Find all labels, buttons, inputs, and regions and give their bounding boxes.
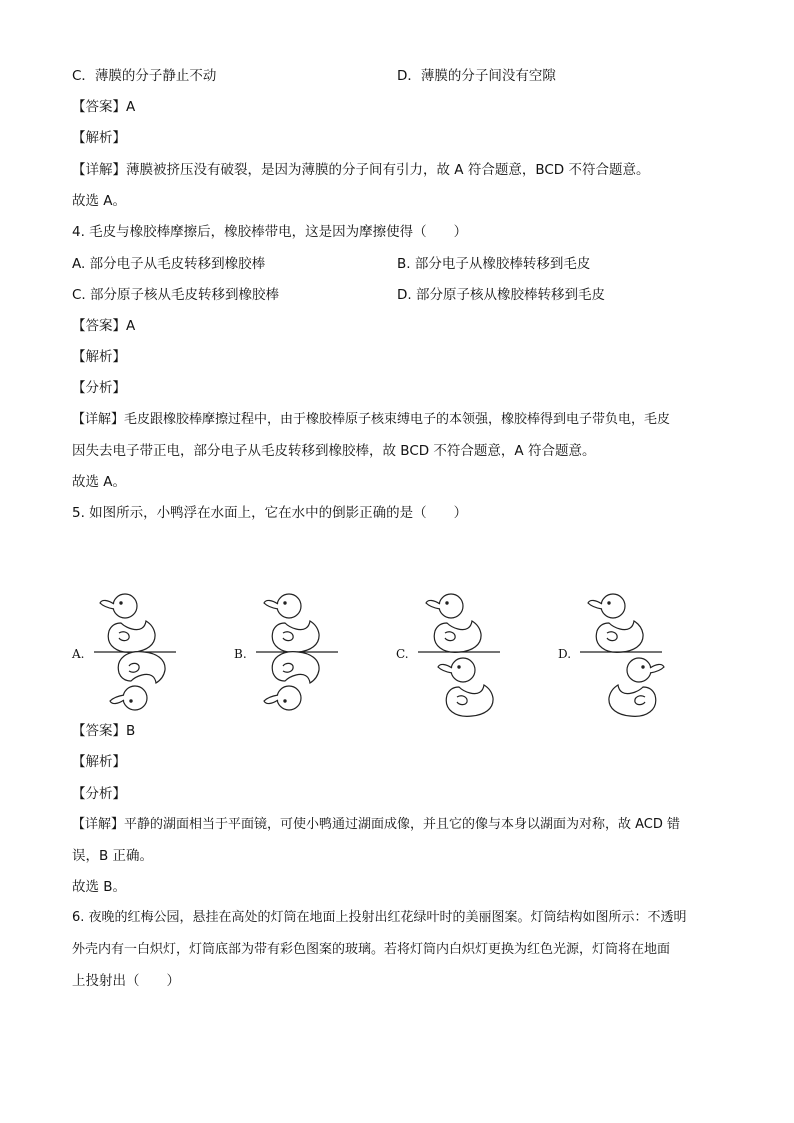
q5-detail-line2: 误，B 正确。	[72, 848, 154, 864]
q3-analysis: 【解析】	[72, 130, 126, 146]
q4-conclusion: 故选 A。	[72, 474, 127, 490]
q5-option-b-label: B.	[234, 647, 247, 661]
q5-option-d-figure	[556, 588, 666, 718]
q5-option-c-label: C.	[396, 647, 409, 661]
q5-detail-line1: 【详解】平静的湖面相当于平面镜，可使小鸭通过湖面成像，并且它的像与本身以湖面为对称，故 ACD 错	[72, 817, 681, 832]
q5-conclusion: 故选 B。	[72, 879, 127, 895]
q3-option-d: D．薄膜的分子间没有空隙	[397, 68, 556, 84]
q6-stem-line3: 上投射出（ ）	[72, 973, 180, 989]
duck-figure-b	[232, 588, 342, 718]
q4-detail-line1: 【详解】毛皮跟橡胶棒摩擦过程中，由于橡胶棒原子核束缚电子的本领强，橡胶棒得到电子带负电，毛皮	[72, 412, 671, 427]
duck-figure-d	[556, 588, 666, 718]
q5-stem: 5. 如图所示，小鸭浮在水面上，它在水中的倒影正确的是（ ）	[72, 505, 468, 521]
q4-option-c: C. 部分原子核从毛皮转移到橡胶棒	[72, 287, 280, 303]
q3-option-c: C．薄膜的分子静止不动	[72, 68, 217, 84]
q5-option-a-label: A.	[72, 647, 85, 661]
q4-answer: 【答案】A	[72, 318, 136, 334]
q5-analysis: 【解析】	[72, 754, 126, 770]
duck-figure-a	[70, 588, 180, 718]
q3-detail: 【详解】薄膜被挤压没有破裂，是因为薄膜的分子间有引力，故 A 符合题意，BCD 不符合题意。	[72, 162, 650, 178]
q5-option-c-figure	[394, 588, 504, 718]
q4-option-b: B. 部分电子从橡胶棒转移到毛皮	[397, 256, 591, 272]
q5-fenxi: 【分析】	[72, 786, 126, 802]
q4-detail-line2: 因失去电子带正电，部分电子从毛皮转移到橡胶棒，故 BCD 不符合题意，A 符合题意。	[72, 443, 596, 459]
q5-answer: 【答案】B	[72, 723, 136, 739]
q3-answer: 【答案】A	[72, 99, 136, 115]
q6-stem-line1: 6. 夜晚的红梅公园，悬挂在高处的灯筒在地面上投射出红花绿叶时的美丽图案。灯筒结构如图所示：不透明	[72, 910, 687, 925]
q5-option-b-figure	[232, 588, 342, 718]
q5-option-d-label: D.	[558, 647, 572, 661]
q4-analysis: 【解析】	[72, 349, 126, 365]
q4-option-a: A. 部分电子从毛皮转移到橡胶棒	[72, 256, 266, 272]
q4-stem: 4. 毛皮与橡胶棒摩擦后，橡胶棒带电，这是因为摩擦使得（ ）	[72, 224, 468, 240]
q4-fenxi: 【分析】	[72, 380, 126, 396]
q6-stem-line2: 外壳内有一白炽灯，灯筒底部为带有彩色图案的玻璃。若将灯筒内白炽灯更换为红色光源，灯筒将在地面	[72, 942, 671, 957]
q5-option-a-figure	[70, 588, 180, 718]
q3-conclusion: 故选 A。	[72, 193, 127, 209]
q4-option-d: D. 部分原子核从橡胶棒转移到毛皮	[397, 287, 605, 303]
duck-figure-c	[394, 588, 504, 718]
